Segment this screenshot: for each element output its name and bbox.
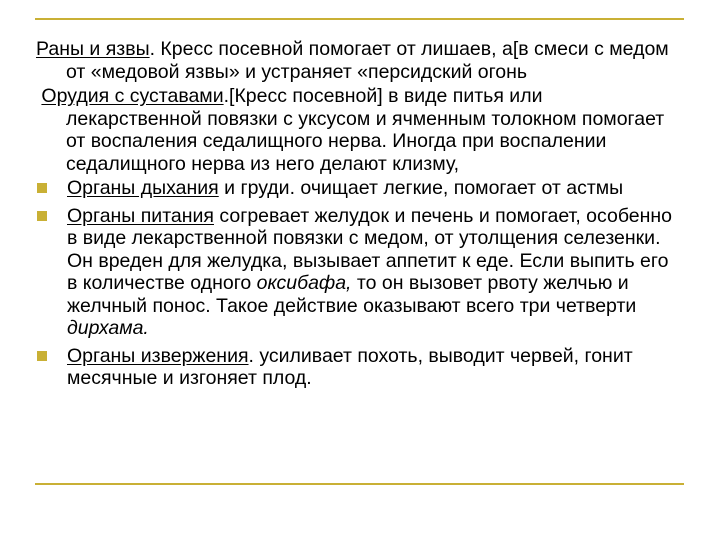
wounds-text: . Кресс посевной помогает от лишаев, а[в смеси с медом от «медовой язвы» и устраняет «персидский огонь — [66, 38, 669, 83]
dirham-term: дирхама. — [67, 317, 149, 339]
digestive-text-2: то он вызовет рвоту желчью и желчный понос. Такое действие оказывают всего три четверти — [67, 272, 637, 317]
square-bullet-icon — [37, 211, 47, 221]
paragraph-joints — [36, 85, 676, 175]
list-item-digestive — [36, 205, 676, 340]
joints-link[interactable]: Орудия с суставами — [41, 85, 224, 107]
paragraph-wounds — [36, 38, 676, 83]
square-bullet-icon — [37, 183, 47, 193]
oxybaphon-term: оксибафа, — [256, 272, 352, 294]
digestive-text: согревает желудок и печень и помогает, особенно в виде лекарственной повязки с медом, от утолщения селезенки. Он вреден для желудка, вызывает аппетит к еде. Если выпить его в количестве одного — [67, 204, 672, 294]
respiratory-text: и груди. очищает легкие, помогает от астмы — [218, 177, 624, 199]
joints-text: .[Кресс посевной] в виде питья или лекарственной повязки с уксусом и ячменным толокном помогает от воспаления седалищного нерва. Иногда при воспалении седалищного нерва из него делают клизму, — [66, 85, 665, 175]
list-item-excretory — [36, 345, 676, 390]
top-divider — [35, 18, 684, 20]
bottom-divider — [35, 483, 684, 485]
wounds-link[interactable]: Раны и язвы — [36, 38, 150, 60]
respiratory-link[interactable]: Органы дыхания — [67, 177, 219, 199]
excretory-link[interactable]: Органы извержения — [67, 344, 249, 367]
slide-content — [36, 38, 676, 390]
digestive-link[interactable]: Органы питания — [67, 204, 214, 227]
excretory-text: . усиливает похоть, выводит червей, гонит месячные и изгоняет плод. — [67, 344, 633, 389]
list-item-respiratory — [36, 177, 676, 200]
square-bullet-icon — [37, 351, 47, 361]
